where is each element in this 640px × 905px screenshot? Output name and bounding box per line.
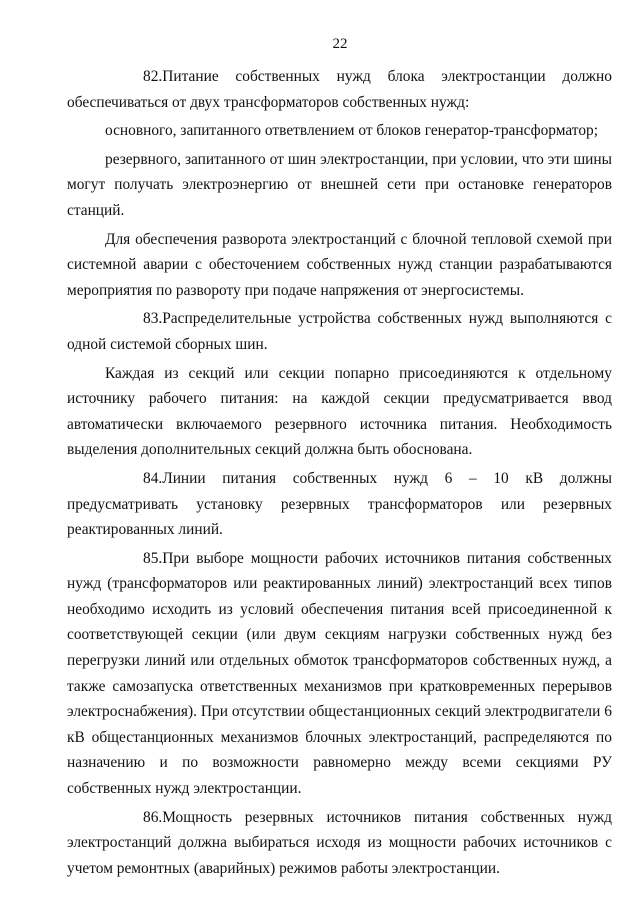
paragraph-number: 84.	[143, 469, 163, 487]
paragraph-reserve-transformer	[67, 147, 612, 224]
paragraph-text: Каждая из секций или секции попарно присоединяются к отдельному источнику рабочего питания: на каждой секции предусматривается ввод автоматически включаемого резервного источника питания. Необходимость выделения дополнительных секций должна быть обоснована.	[67, 364, 612, 459]
paragraph-85	[67, 546, 612, 802]
paragraph-84	[67, 466, 612, 543]
paragraph-text: При выборе мощности рабочих источников питания собственных нужд (трансформаторов или реактированных линий) электростанций всех типов необходимо исходить из условий обеспечения питания всей присоединенной к соответствующей секции (или двум секциям нагрузки собственных нужд без перегрузки линий или отдельных обмоток трансформаторов собственных нужд, а также самозапуска ответственных механизмов при кратковременных перерывов электроснабжения). При отсутствии общестанционных секций электродвигатели 6 кВ общестанционных механизмов блочных электростанций, распределяются по назначению и по возможности равномерно между всеми секциями РУ собственных нужд электростанции.	[67, 549, 612, 798]
paragraph-82	[67, 64, 612, 115]
paragraph-sections	[67, 361, 612, 463]
paragraph-text: резервного, запитанного от шин электростанции, при условии, что эти шины могут получать электроэнергию от внешней сети при остановке генераторов станций.	[67, 150, 612, 219]
document-body	[67, 64, 612, 881]
paragraph-text: Линии питания собственных нужд 6 – 10 кВ должны предусматривать установку резервных трансформаторов или резервных реактированных линий.	[67, 469, 612, 539]
paragraph-station-startup	[67, 227, 612, 304]
paragraph-86	[67, 805, 612, 882]
paragraph-number: 83.	[143, 310, 163, 328]
paragraph-text: Для обеспечения разворота электростанций с блочной тепловой схемой при системной аварии с обесточением собственных нужд станции разрабатываются мероприятия по развороту при подаче напряжения от энергосистемы.	[67, 230, 612, 299]
paragraph-text: основного, запитанного ответвлением от блоков генератор-трансформатор;	[105, 122, 598, 140]
paragraph-number: 86.	[143, 808, 163, 826]
paragraph-main-transformer	[67, 118, 612, 144]
paragraph-number: 85.	[143, 549, 163, 567]
paragraph-83	[67, 306, 612, 357]
page-number: 22	[332, 36, 348, 52]
paragraph-text: Мощность резервных источников питания собственных нужд электростанций должна выбираться исходя из мощности рабочих источников с учетом ремонтных (аварийных) режимов работы электростанции.	[67, 808, 612, 877]
paragraph-text: Распределительные устройства собственных нужд выполняются с одной системой сборных шин.	[67, 310, 612, 353]
paragraph-text: Питание собственных нужд блока электростанции должно обеспечиваться от двух трансформаторов собственных нужд:	[67, 68, 612, 111]
paragraph-number: 82.	[143, 68, 163, 85]
